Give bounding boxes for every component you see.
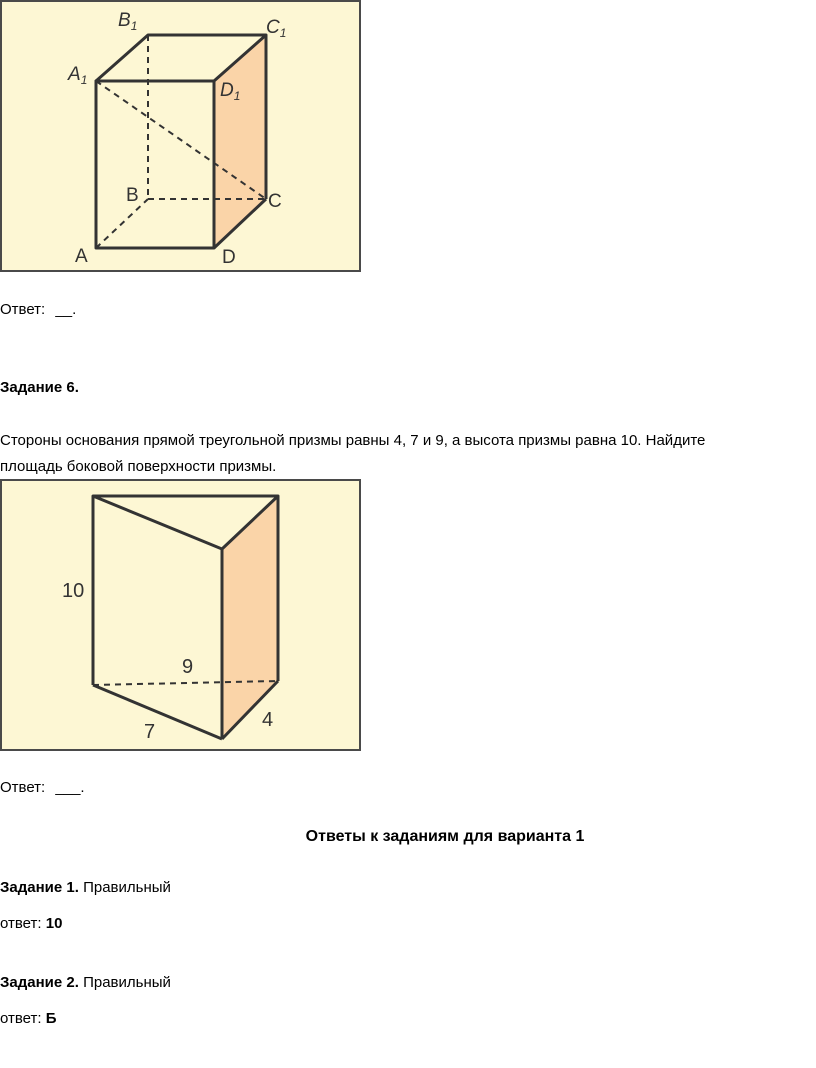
answer-item-2-task bbox=[0, 973, 171, 993]
label-b1: $B_1$ bbox=[118, 10, 138, 33]
triangular-prism-drawing bbox=[2, 481, 359, 749]
task-number: Задание 2. bbox=[0, 974, 79, 991]
answer-item-1-answer bbox=[0, 914, 62, 934]
task-6-text-line-2: площадь боковой поверхности призмы. bbox=[0, 458, 277, 475]
answer-item-2-answer bbox=[0, 1009, 57, 1029]
prism-drawing bbox=[2, 2, 359, 270]
shaded-face bbox=[222, 496, 278, 739]
figure-rectangular-prism bbox=[0, 0, 361, 272]
answer-item-1-task bbox=[0, 878, 171, 898]
front-face bbox=[96, 81, 214, 248]
label-a: A bbox=[75, 246, 88, 267]
answer-blank: ___. bbox=[55, 779, 85, 796]
label-side-7: 7 bbox=[144, 721, 156, 743]
label-b: B bbox=[126, 185, 139, 206]
task-number: Задание 1. bbox=[0, 879, 79, 896]
answer-line-5 bbox=[0, 300, 76, 320]
answer-label: ответ: bbox=[0, 915, 42, 932]
label-c: C bbox=[268, 191, 282, 212]
label-height: 10 bbox=[62, 580, 85, 602]
task-6-text-line-1: Стороны основания прямой треугольной призмы равны 4, 7 и 9, а высота призмы равна 10. Найдите bbox=[0, 432, 706, 449]
answers-heading: Ответы к заданиям для варианта 1 bbox=[305, 828, 585, 845]
edge-base-7 bbox=[93, 685, 222, 739]
hidden-edge-ab bbox=[96, 199, 148, 248]
verdict: Правильный bbox=[83, 879, 171, 896]
label-d: D bbox=[222, 247, 236, 268]
label-a1: $A_1$ bbox=[68, 64, 88, 87]
task-6-title: Задание 6. bbox=[0, 379, 79, 396]
label-side-4: 4 bbox=[262, 709, 274, 731]
answer-value: Б bbox=[45, 1010, 57, 1027]
answer-label: Ответ: bbox=[0, 779, 46, 796]
verdict: Правильный bbox=[83, 974, 171, 991]
label-c1: $C_1$ bbox=[266, 17, 287, 40]
answer-value: 10 bbox=[45, 915, 63, 932]
shaded-face bbox=[214, 35, 266, 248]
answer-label: Ответ: bbox=[0, 301, 46, 318]
label-d1: $D_1$ bbox=[220, 80, 241, 103]
answer-blank: __. bbox=[55, 301, 77, 318]
answer-line-6 bbox=[0, 778, 85, 798]
figure-triangular-prism bbox=[0, 479, 361, 751]
label-side-9: 9 bbox=[182, 656, 194, 678]
answer-label: ответ: bbox=[0, 1010, 42, 1027]
